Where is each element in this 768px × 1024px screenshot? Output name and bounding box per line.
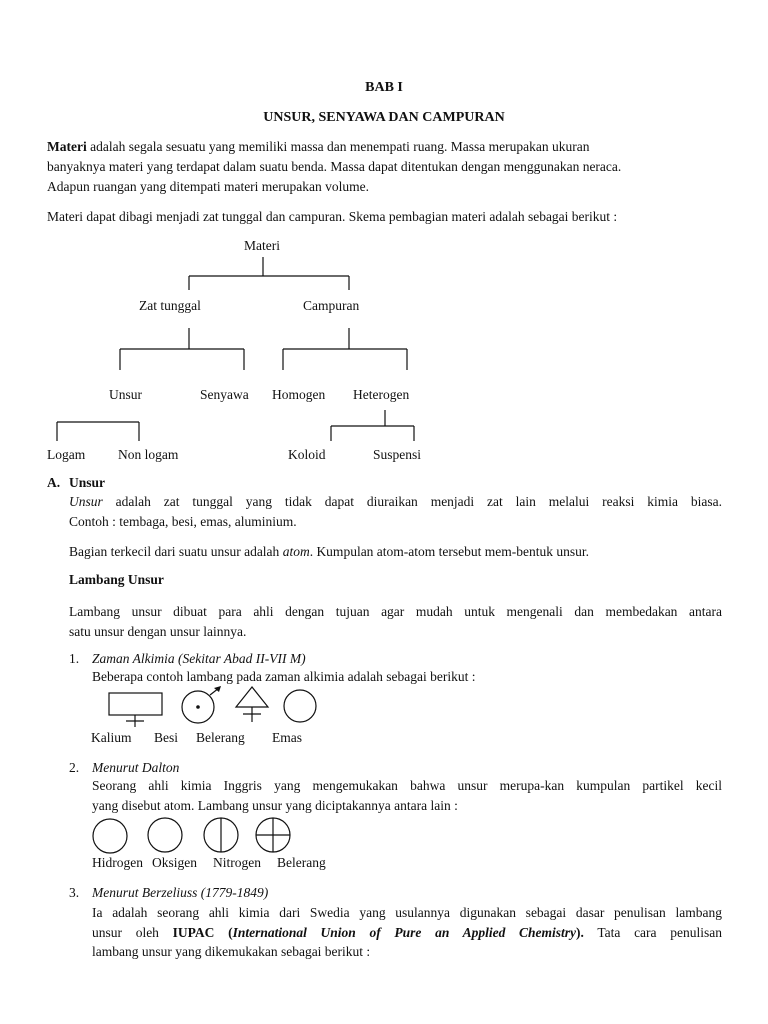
- section-a-marker: A.: [47, 475, 61, 490]
- node-campuran: Campuran: [303, 298, 360, 313]
- node-materi: Materi: [244, 238, 280, 253]
- label-belerang: Belerang: [196, 730, 245, 745]
- iupac-abbrev: IUPAC: [172, 924, 215, 940]
- paren-open: (: [214, 924, 233, 940]
- unsur-def-line-2: Contoh : tembaga, besi, emas, aluminium.: [69, 514, 297, 529]
- item-1-title: Zaman Alkimia (Sekitar Abad II-VII M): [92, 651, 306, 666]
- nitrogen-symbol-icon: [204, 818, 238, 852]
- label-belerang-dalton: Belerang: [277, 855, 326, 870]
- paren-close: ).: [576, 924, 584, 940]
- node-homogen: Homogen: [272, 387, 326, 402]
- smallest-post: . Kumpulan atom-atom tersebut mem-bentuk unsur.: [309, 544, 590, 559]
- item-3-paragraph: [92, 903, 722, 962]
- item-3-line-2: [92, 923, 722, 943]
- item-2-title: Menurut Dalton: [92, 760, 180, 775]
- oksigen-symbol-icon: [148, 818, 182, 852]
- lambang-line-2: satu unsur dengan unsur lainnya.: [69, 624, 247, 639]
- intro-term: Materi: [47, 139, 87, 154]
- label-emas: Emas: [272, 730, 302, 745]
- item-1-desc: Beberapa contoh lambang pada zaman alkimia adalah sebagai berikut :: [92, 669, 476, 684]
- line2-pre: unsur oleh: [92, 924, 173, 940]
- unsur-term: Unsur: [69, 494, 103, 509]
- item-2-line-1: Seorang ahli kimia Inggris yang mengemukakan bahwa unsur merupa-kan kumpulan partikel kecil: [92, 778, 722, 793]
- atom-term: atom: [282, 544, 310, 559]
- intro-line-2: banyaknya materi yang terdapat dalam suatu benda. Massa dapat ditentukan dengan menggunakan neraca.: [47, 159, 622, 174]
- line2-post: Tata cara penulisan: [583, 924, 722, 940]
- item-3-number: 3.: [69, 885, 80, 900]
- item-2-number: 2.: [69, 760, 80, 775]
- intro-line-3: Adapun ruangan yang ditempati materi merupakan volume.: [47, 179, 370, 194]
- item-1-number: 1.: [69, 651, 80, 666]
- smallest-pre: Bagian terkecil dari suatu unsur adalah: [69, 544, 283, 559]
- node-logam: Logam: [47, 447, 86, 462]
- label-oksigen: Oksigen: [152, 855, 197, 870]
- intro-line-1: adalah segala sesuatu yang memiliki massa dan menempati ruang. Massa merupakan ukuran: [86, 139, 590, 154]
- lambang-unsur-heading: Lambang Unsur: [69, 572, 164, 587]
- chapter-label: BAB I: [365, 80, 403, 95]
- lambang-line-1: Lambang unsur dibuat para ahli dengan tujuan agar mudah untuk mengenali dan membedakan antara: [69, 604, 722, 619]
- node-unsur: Unsur: [109, 387, 142, 402]
- schema-intro: Materi dapat dibagi menjadi zat tunggal dan campuran. Skema pembagian materi adalah sebagai berikut :: [47, 209, 618, 224]
- node-zat-tunggal: Zat tunggal: [139, 298, 201, 313]
- node-suspensi: Suspensi: [373, 447, 422, 462]
- item-3-line-3: lambang unsur yang dikemukakan sebagai berikut :: [92, 944, 371, 959]
- label-besi: Besi: [154, 730, 179, 745]
- label-nitrogen: Nitrogen: [213, 855, 261, 870]
- label-hidrogen: Hidrogen: [92, 855, 143, 870]
- label-kalium: Kalium: [91, 730, 132, 745]
- node-senyawa: Senyawa: [200, 387, 249, 402]
- item-3-line-1: Ia adalah seorang ahli kimia dari Swedia yang usulannya digunakan sebagai dasar penulisan lambang: [92, 905, 722, 920]
- node-heterogen: Heterogen: [353, 387, 410, 402]
- section-a-heading: Unsur: [69, 475, 106, 490]
- hidrogen-symbol-icon: [93, 819, 127, 853]
- chapter-title: UNSUR, SENYAWA DAN CAMPURAN: [263, 110, 505, 125]
- belerang-dalton-symbol-icon: [256, 818, 290, 852]
- iupac-full-name: International Union of Pure an Applied Chemistry: [232, 924, 577, 940]
- item-2-line-2: yang disebut atom. Lambang unsur yang diciptakannya antara lain :: [92, 797, 458, 813]
- unsur-def-line-1: adalah zat tunggal yang tidak dapat diuraikan menjadi zat lain melalui reaksi kimia biasa.: [102, 494, 722, 509]
- node-non-logam: Non logam: [118, 447, 179, 462]
- node-koloid: Koloid: [288, 447, 326, 462]
- item-3-title: Menurut Berzeliuss (1779-1849): [92, 885, 269, 900]
